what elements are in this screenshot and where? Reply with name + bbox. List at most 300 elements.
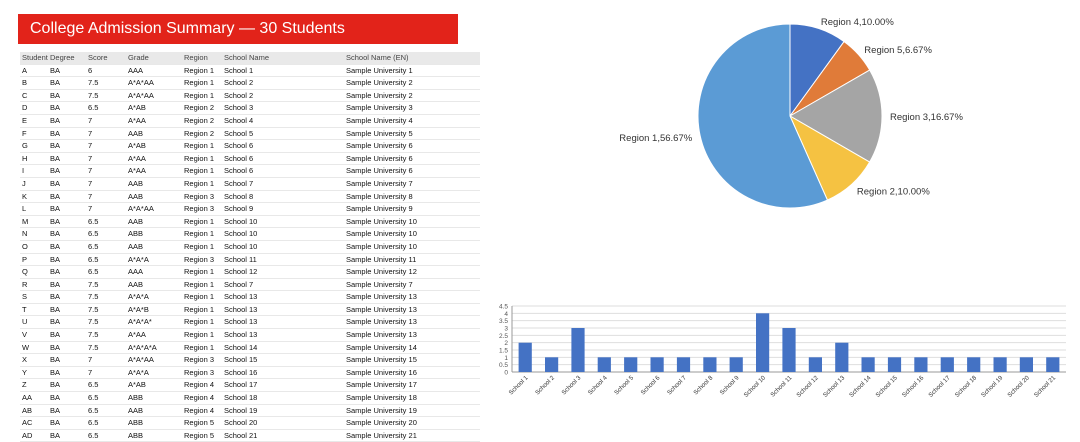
- table-cell: 6.5: [86, 392, 126, 405]
- y-tick-label: 4.5: [498, 303, 508, 311]
- table-cell: BA: [48, 291, 86, 304]
- table-cell: Region 1: [182, 89, 222, 102]
- table-cell: B: [20, 77, 48, 90]
- table-cell: Sample University 15: [344, 354, 480, 367]
- table-row: [20, 303, 480, 316]
- bar: [756, 313, 769, 372]
- table-cell: Sample University 20: [344, 417, 480, 430]
- table-row: [20, 316, 480, 329]
- table-cell: E: [20, 114, 48, 127]
- table-cell: Region 3: [182, 354, 222, 367]
- table-cell: Sample University 13: [344, 329, 480, 342]
- table-cell: U: [20, 316, 48, 329]
- table-row: [20, 404, 480, 417]
- table-cell: Sample University 4: [344, 114, 480, 127]
- table-cell: 7: [86, 114, 126, 127]
- table-row: [20, 417, 480, 430]
- table-cell: A*A*A*A: [126, 341, 182, 354]
- table-cell: J: [20, 177, 48, 190]
- table-cell: Region 1: [182, 228, 222, 241]
- table-row: [20, 203, 480, 216]
- table-cell: BA: [48, 316, 86, 329]
- bar: [651, 357, 664, 372]
- table-header-cell: Score: [86, 52, 126, 64]
- table-cell: BA: [48, 177, 86, 190]
- table-cell: D: [20, 102, 48, 115]
- table-cell: AAB: [126, 190, 182, 203]
- x-tick-label: School 21: [1032, 374, 1058, 399]
- table-cell: AAB: [126, 177, 182, 190]
- table-cell: Region 1: [182, 278, 222, 291]
- table-row: [20, 102, 480, 115]
- y-tick-label: 1: [504, 354, 508, 362]
- table-cell: Region 2: [182, 102, 222, 115]
- table-cell: A*AA: [126, 114, 182, 127]
- table-cell: A*A*A: [126, 253, 182, 266]
- table-cell: 7.5: [86, 329, 126, 342]
- table-cell: M: [20, 215, 48, 228]
- x-tick-label: School 17: [927, 374, 952, 399]
- bar: [545, 357, 558, 372]
- table-cell: BA: [48, 203, 86, 216]
- x-tick-label: School 1: [507, 374, 530, 397]
- destination-pie-chart: [560, 8, 980, 238]
- table-cell: BA: [48, 329, 86, 342]
- y-tick-label: 3: [504, 325, 508, 333]
- table-cell: Y: [20, 366, 48, 379]
- x-tick-label: School 15: [874, 374, 899, 399]
- table-cell: BA: [48, 127, 86, 140]
- table-cell: P: [20, 253, 48, 266]
- table-cell: Sample University 18: [344, 392, 480, 405]
- table-row: [20, 77, 480, 90]
- table-cell: 7.5: [86, 77, 126, 90]
- bar: [571, 328, 584, 372]
- table-cell: Region 3: [182, 203, 222, 216]
- table-cell: Region 3: [182, 190, 222, 203]
- table-cell: BA: [48, 140, 86, 153]
- table-cell: School 13: [222, 329, 344, 342]
- table-header-cell: School Name: [222, 52, 344, 64]
- table-cell: Region 1: [182, 291, 222, 304]
- x-tick-label: School 13: [821, 374, 847, 399]
- table-row: [20, 190, 480, 203]
- table-cell: ABB: [126, 392, 182, 405]
- table-cell: K: [20, 190, 48, 203]
- table-cell: 6.5: [86, 404, 126, 417]
- table-cell: A*A*AA: [126, 203, 182, 216]
- table-cell: School 17: [222, 379, 344, 392]
- table-cell: School 4: [222, 114, 344, 127]
- table-cell: School 8: [222, 190, 344, 203]
- table-cell: AD: [20, 429, 48, 442]
- bar: [1046, 357, 1059, 372]
- table-cell: School 13: [222, 291, 344, 304]
- pie-label: Region 2,10.00%: [856, 186, 930, 198]
- table-cell: A*A*A: [126, 366, 182, 379]
- table-header-cell: Grade: [126, 52, 182, 64]
- table-cell: 7: [86, 127, 126, 140]
- table-cell: Sample University 1: [344, 64, 480, 77]
- table-cell: 7: [86, 152, 126, 165]
- table-cell: Sample University 13: [344, 316, 480, 329]
- table-cell: Q: [20, 266, 48, 279]
- x-tick-label: School 5: [613, 374, 636, 397]
- table-cell: School 21: [222, 429, 344, 442]
- table-cell: BA: [48, 114, 86, 127]
- table-cell: 6.5: [86, 266, 126, 279]
- table-cell: BA: [48, 266, 86, 279]
- x-tick-label: School 20: [1006, 374, 1031, 399]
- table-cell: A*AA: [126, 152, 182, 165]
- table-cell: Region 1: [182, 140, 222, 153]
- table-cell: G: [20, 140, 48, 153]
- x-tick-label: School 8: [692, 374, 715, 397]
- table-cell: 7: [86, 165, 126, 178]
- table-cell: 6.5: [86, 429, 126, 442]
- table-row: [20, 177, 480, 190]
- table-cell: 7: [86, 366, 126, 379]
- bar: [835, 343, 848, 372]
- table-cell: Sample University 16: [344, 366, 480, 379]
- table-cell: F: [20, 127, 48, 140]
- table-cell: BA: [48, 278, 86, 291]
- table-cell: S: [20, 291, 48, 304]
- table-cell: Sample University 8: [344, 190, 480, 203]
- x-tick-label: School 6: [639, 374, 662, 397]
- table-cell: School 12: [222, 266, 344, 279]
- table-cell: Region 1: [182, 215, 222, 228]
- table-header-cell: Degree: [48, 52, 86, 64]
- y-tick-label: 4: [504, 310, 508, 318]
- bar: [941, 357, 954, 372]
- page-title: College Admission Summary — 30 Students: [18, 14, 458, 44]
- table-cell: Sample University 7: [344, 177, 480, 190]
- table-cell: AC: [20, 417, 48, 430]
- table-cell: ABB: [126, 429, 182, 442]
- table-row: [20, 253, 480, 266]
- table-cell: Sample University 2: [344, 77, 480, 90]
- table-cell: N: [20, 228, 48, 241]
- x-tick-label: School 7: [665, 374, 688, 397]
- table-row: [20, 278, 480, 291]
- table-row: [20, 228, 480, 241]
- table-cell: BA: [48, 253, 86, 266]
- table-cell: ABB: [126, 417, 182, 430]
- table-cell: T: [20, 303, 48, 316]
- table-cell: BA: [48, 392, 86, 405]
- table-cell: Sample University 10: [344, 228, 480, 241]
- table-cell: Sample University 13: [344, 291, 480, 304]
- table-cell: H: [20, 152, 48, 165]
- table-cell: BA: [48, 64, 86, 77]
- x-tick-label: School 10: [742, 374, 768, 399]
- table-cell: 6.5: [86, 417, 126, 430]
- x-tick-label: School 3: [560, 374, 583, 397]
- table-cell: BA: [48, 89, 86, 102]
- table-cell: BA: [48, 215, 86, 228]
- y-tick-label: 2: [504, 340, 508, 348]
- table-cell: 6.5: [86, 215, 126, 228]
- table-cell: School 6: [222, 140, 344, 153]
- table-cell: School 10: [222, 215, 344, 228]
- table-cell: R: [20, 278, 48, 291]
- y-tick-label: 0.5: [498, 362, 508, 370]
- table-cell: A*A*AA: [126, 354, 182, 367]
- table-cell: ABB: [126, 228, 182, 241]
- table-cell: School 1: [222, 64, 344, 77]
- table-cell: Sample University 7: [344, 278, 480, 291]
- school-bar-chart: [488, 296, 1072, 438]
- table-cell: AAB: [126, 240, 182, 253]
- table-cell: School 10: [222, 228, 344, 241]
- table-cell: Sample University 14: [344, 341, 480, 354]
- table-cell: 7: [86, 177, 126, 190]
- table-cell: X: [20, 354, 48, 367]
- table-cell: Sample University 10: [344, 215, 480, 228]
- table-cell: 6: [86, 64, 126, 77]
- table-cell: 6.5: [86, 379, 126, 392]
- table-cell: School 6: [222, 152, 344, 165]
- table-header-cell: Student: [20, 52, 48, 64]
- table-cell: BA: [48, 102, 86, 115]
- table-cell: 7.5: [86, 278, 126, 291]
- table-cell: Region 2: [182, 127, 222, 140]
- table-cell: AAB: [126, 278, 182, 291]
- bar: [994, 357, 1007, 372]
- table-cell: School 13: [222, 316, 344, 329]
- bar: [703, 357, 716, 372]
- x-tick-label: School 16: [900, 374, 926, 399]
- table-row: [20, 291, 480, 304]
- table-cell: 6.5: [86, 228, 126, 241]
- table-cell: BA: [48, 190, 86, 203]
- table-cell: School 15: [222, 354, 344, 367]
- y-tick-label: 2.5: [498, 332, 508, 340]
- table-cell: AB: [20, 404, 48, 417]
- y-tick-label: 0: [504, 369, 508, 377]
- table-cell: AAA: [126, 64, 182, 77]
- table-cell: School 9: [222, 203, 344, 216]
- table-header-cell: School Name (EN): [344, 52, 480, 64]
- table-cell: BA: [48, 354, 86, 367]
- table-cell: BA: [48, 152, 86, 165]
- table-cell: A*A*AA: [126, 89, 182, 102]
- admissions-table: [20, 52, 480, 440]
- table-row: [20, 140, 480, 153]
- table-cell: Sample University 21: [344, 429, 480, 442]
- y-tick-label: 3.5: [498, 318, 508, 326]
- table-cell: BA: [48, 303, 86, 316]
- table-cell: Region 4: [182, 379, 222, 392]
- table-cell: Sample University 11: [344, 253, 480, 266]
- pie-label: Region 5,6.67%: [864, 45, 932, 57]
- table-cell: Sample University 5: [344, 127, 480, 140]
- table-cell: V: [20, 329, 48, 342]
- table-cell: AAB: [126, 127, 182, 140]
- table-cell: Region 1: [182, 341, 222, 354]
- table-row: [20, 240, 480, 253]
- table-cell: 7.5: [86, 303, 126, 316]
- table-cell: 7.5: [86, 89, 126, 102]
- table-cell: BA: [48, 404, 86, 417]
- bar: [730, 357, 743, 372]
- table-row: [20, 379, 480, 392]
- pie-label: Region 3,16.67%: [890, 112, 963, 123]
- table-cell: School 7: [222, 177, 344, 190]
- table-cell: School 11: [222, 253, 344, 266]
- table-cell: School 10: [222, 240, 344, 253]
- table-cell: BA: [48, 228, 86, 241]
- table-cell: Sample University 19: [344, 404, 480, 417]
- table-cell: 7: [86, 190, 126, 203]
- table-cell: Sample University 10: [344, 240, 480, 253]
- table-cell: Z: [20, 379, 48, 392]
- bar: [809, 357, 822, 372]
- bar: [862, 357, 875, 372]
- table-cell: BA: [48, 429, 86, 442]
- table-cell: A*AB: [126, 102, 182, 115]
- x-tick-label: School 11: [769, 374, 794, 399]
- table-cell: 7.5: [86, 291, 126, 304]
- table-cell: Sample University 3: [344, 102, 480, 115]
- table-cell: Region 1: [182, 165, 222, 178]
- table-header-row: [20, 52, 480, 64]
- table-cell: Region 1: [182, 77, 222, 90]
- x-tick-label: School 2: [534, 374, 557, 397]
- table-cell: L: [20, 203, 48, 216]
- bar: [519, 343, 532, 372]
- table-cell: Sample University 2: [344, 89, 480, 102]
- table-row: [20, 165, 480, 178]
- bar: [914, 357, 927, 372]
- table-cell: 7: [86, 354, 126, 367]
- table-row: [20, 366, 480, 379]
- table-cell: BA: [48, 240, 86, 253]
- table-cell: Sample University 6: [344, 140, 480, 153]
- table-row: [20, 89, 480, 102]
- table-cell: A*A*A: [126, 291, 182, 304]
- table-cell: 6.5: [86, 253, 126, 266]
- table-header-cell: Region: [182, 52, 222, 64]
- table-cell: A*AA: [126, 329, 182, 342]
- table-cell: BA: [48, 366, 86, 379]
- table-cell: A*A*A*: [126, 316, 182, 329]
- table-row: [20, 354, 480, 367]
- table-cell: BA: [48, 165, 86, 178]
- table-body: [20, 64, 480, 442]
- table-row: [20, 392, 480, 405]
- bar: [677, 357, 690, 372]
- table-cell: Region 1: [182, 64, 222, 77]
- bar: [888, 357, 901, 372]
- table-cell: A*AB: [126, 140, 182, 153]
- bar: [624, 357, 637, 372]
- table-cell: Region 3: [182, 253, 222, 266]
- table-row: [20, 215, 480, 228]
- table-cell: Sample University 9: [344, 203, 480, 216]
- pie-label: Region 1,56.67%: [619, 132, 693, 144]
- table-cell: Region 1: [182, 240, 222, 253]
- table-cell: School 14: [222, 341, 344, 354]
- table-cell: Region 1: [182, 316, 222, 329]
- table-cell: Region 1: [182, 329, 222, 342]
- table-cell: Region 4: [182, 404, 222, 417]
- table-cell: Region 1: [182, 152, 222, 165]
- table-row: [20, 266, 480, 279]
- table-cell: 7.5: [86, 341, 126, 354]
- table-cell: Region 4: [182, 392, 222, 405]
- table-cell: BA: [48, 379, 86, 392]
- table-cell: School 18: [222, 392, 344, 405]
- table-cell: 6.5: [86, 102, 126, 115]
- table-cell: W: [20, 341, 48, 354]
- table-cell: C: [20, 89, 48, 102]
- pie-label: Region 4,10.00%: [820, 16, 894, 28]
- table-row: [20, 64, 480, 77]
- bar: [598, 357, 611, 372]
- table-cell: AAB: [126, 215, 182, 228]
- bar: [1020, 357, 1033, 372]
- table-cell: AAA: [126, 266, 182, 279]
- table-cell: Region 5: [182, 417, 222, 430]
- table-cell: A*A*B: [126, 303, 182, 316]
- x-tick-label: School 18: [953, 374, 979, 399]
- table-cell: School 16: [222, 366, 344, 379]
- table-cell: School 2: [222, 77, 344, 90]
- x-tick-label: School 14: [848, 374, 873, 399]
- table-cell: School 20: [222, 417, 344, 430]
- table-cell: 6.5: [86, 240, 126, 253]
- table-cell: Region 5: [182, 429, 222, 442]
- table-cell: 7: [86, 140, 126, 153]
- table-cell: Region 1: [182, 266, 222, 279]
- table-row: [20, 114, 480, 127]
- bar: [782, 328, 795, 372]
- table-cell: A*A*AA: [126, 77, 182, 90]
- bar: [967, 357, 980, 372]
- table-row: [20, 429, 480, 442]
- table-cell: I: [20, 165, 48, 178]
- table-cell: School 2: [222, 89, 344, 102]
- x-tick-label: School 4: [586, 374, 609, 397]
- table-cell: School 3: [222, 102, 344, 115]
- table-cell: AA: [20, 392, 48, 405]
- table-cell: BA: [48, 417, 86, 430]
- table-cell: Region 2: [182, 114, 222, 127]
- table-cell: Region 3: [182, 366, 222, 379]
- table-cell: O: [20, 240, 48, 253]
- table-cell: BA: [48, 341, 86, 354]
- table-cell: School 7: [222, 278, 344, 291]
- table-cell: A: [20, 64, 48, 77]
- table-cell: School 13: [222, 303, 344, 316]
- table-cell: Sample University 6: [344, 152, 480, 165]
- table-row: [20, 341, 480, 354]
- table-cell: 7: [86, 203, 126, 216]
- table-cell: A*AB: [126, 379, 182, 392]
- table-cell: Region 1: [182, 303, 222, 316]
- table-row: [20, 127, 480, 140]
- table-cell: School 19: [222, 404, 344, 417]
- table-cell: Sample University 12: [344, 266, 480, 279]
- table-row: [20, 329, 480, 342]
- y-tick-label: 1.5: [498, 347, 508, 355]
- table-cell: Region 1: [182, 177, 222, 190]
- table-cell: School 5: [222, 127, 344, 140]
- table-cell: Sample University 6: [344, 165, 480, 178]
- table-cell: 7.5: [86, 316, 126, 329]
